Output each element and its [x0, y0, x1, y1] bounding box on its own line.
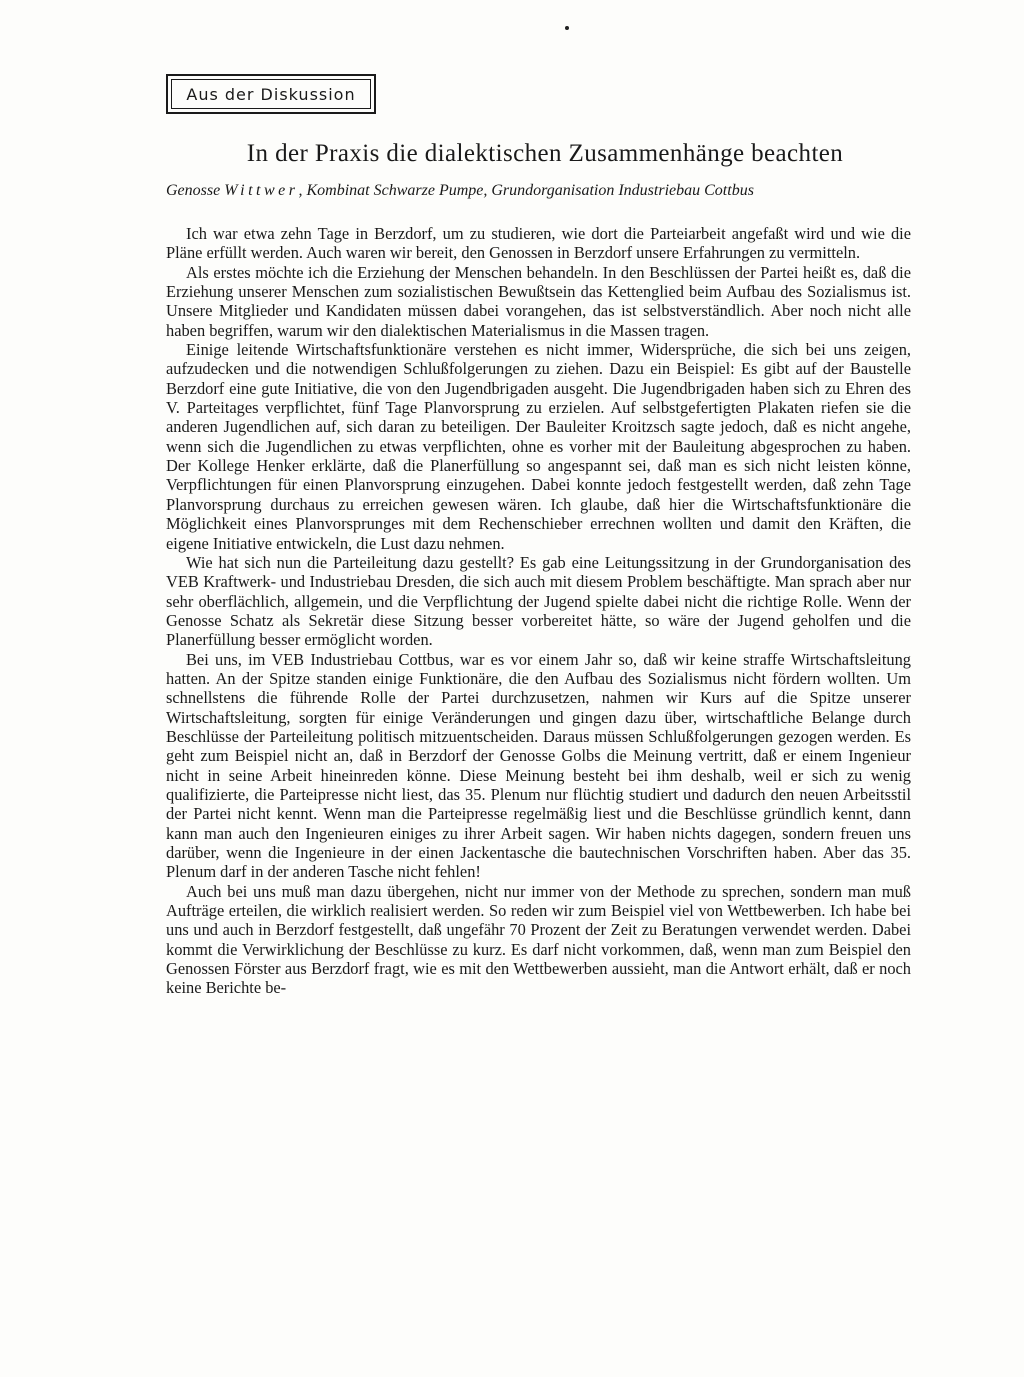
paragraph-1: Ich war etwa zehn Tage in Berzdorf, um zu studieren, wie dort die Parteiarbeit angefaßt wird und wie die Pläne erfüllt werden. Auch waren wir bereit, den Genossen in Berzdorf unsere Erfahrungen zu vermitteln.: [166, 224, 911, 263]
paragraph-3: Einige leitende Wirtschaftsfunktionäre verstehen es nicht immer, Widersprüche, die sich bei uns zeigen, aufzudecken und die notwendigen Schlußfolgerungen zu ziehen. Dazu ein Beispiel: Es gibt auf der Baustelle Berzdorf eine gute Initiative, die von den Jugendbrigaden ausgeht. Die Jugendbrigaden haben sich zu Ehren des V. Parteitages verpflichtet, fünf Tage Planvorsprung zu erzielen. Auf selbstgefertigten Plakaten riefen sie die anderen Jugendlichen auf, sich daran zu beteiligen. Der Bauleiter Kroitzsch sagte jedoch, daß es nicht angehe, wenn sich die Jugendlichen zu etwas verpflichten, ohne es vorher mit der Bauleitung abgesprochen zu haben. Der Kollege Henker erklärte, daß die Planerfüllung so angespannt sei, daß man es sich nicht leisten könne, Verpflichtungen für einen Planvorsprung einzugehen. Dabei konnte jedoch festgestellt werden, daß zehn Tage Planvorsprung durchaus zu erreichen gewesen wären. Ich glaube, daß hier die Wirtschaftsfunktionäre die Möglichkeit eines Planvorsprunges mit dem Rechenschieber errechnen wollten und damit den Kräften, die eigene Initiative entwickeln, die Lust dazu nehmen.: [166, 340, 911, 553]
paragraph-6: Auch bei uns muß man dazu übergehen, nicht nur immer von der Methode zu sprechen, sondern man muß Aufträge erteilen, die wirklich realisiert werden. So reden wir zum Beispiel viel von Wettbewerben. Ich habe bei uns und auch in Berzdorf festgestellt, daß ungefähr 70 Prozent der Zeit zu Beratungen verwendet werden. Dabei kommt die Verwirklichung der Beschlüsse zu kurz. Es darf nicht vorkommen, daß, wenn man zum Beispiel den Genossen Förster aus Berzdorf fragt, wie es mit den Wettbewerben aussieht, man die Antwort erhält, daß er noch keine Berichte be-: [166, 881, 911, 998]
paragraph-5: Bei uns, im VEB Industriebau Cottbus, war es vor einem Jahr so, daß wir keine straffe Wirtschaftsleitung hatten. An der Spitze standen einige Funktionäre, die den Aufbau des Sozialismus nicht fördern wollten. Um schnellstens die führende Rolle der Partei durchzusetzen, nahmen wir Kurs auf die Spitze unserer Wirtschaftsleitung, sorgten für einige Veränderungen und gingen dazu über, wirtschaftliche Belange durch Beschlüsse der Parteileitung politisch mitzuentscheiden. Daraus müssen Schlußfolgerungen gezogen werden. Es geht zum Beispiel nicht an, daß in Berzdorf der Genosse Golbs die Meinung vertritt, daß er einem Ingenieur nicht in seine Arbeit hineinreden könne. Diese Meinung besteht bei ihm deshalb, weil er sich zu wenig qualifizierte, die Parteipresse nicht liest, das 35. Plenum nur flüchtig studiert und dadurch den neuen Arbeitsstil der Partei nicht kennt. Wenn man die Parteipresse regelmäßig liest und die Beschlüsse gründlich kennt, dann kann man auch den Ingenieuren einiges zu ihrer Arbeit sagen. Wir haben nichts dagegen, sondern freuen uns darüber, wenn die Ingenieure in der einen Jackentasche die bautechnischen Vorschriften haben. Aber das 35. Plenum darf in der anderen Tasche nicht fehlen!: [166, 649, 911, 882]
section-label: Aus der Diskussion: [171, 79, 371, 109]
paragraph-2: Als erstes möchte ich die Erziehung der Menschen behandeln. In den Beschlüssen der Partei heißt es, daß die Erziehung unserer Menschen zum sozialistischen Bewußtsein das Kettenglied beim Aufbau des Sozialismus ist. Unsere Mitglieder und Kandidaten müssen dabei vorangehen, das ist selbstverständlich. Aber noch nicht alle haben begriffen, warum wir den dialektischen Materialismus in die Massen tragen.: [166, 262, 911, 340]
byline-prefix: Genosse: [166, 182, 225, 199]
article-body: [166, 224, 911, 998]
paragraph-4: Wie hat sich nun die Parteileitung dazu gestellt? Es gab eine Leitungssitzung in der Grundorganisation des VEB Kraftwerk- und Industriebau Dresden, die sich auch mit diesem Problem beschäftigte. Man sprach aber nur sehr oberflächlich, allgemein, und die Verpflichtung der Jugend spielte dabei nicht die richtige Rolle. Wenn der Genosse Schatz als Sekretär diese Sitzung besser vorbereitet hätte, so wäre der Jugend geholfen und die Planerfüllung besser ermöglicht worden.: [166, 552, 911, 650]
article-byline: [166, 180, 911, 201]
byline-affiliation: , Kombinat Schwarze Pumpe, Grundorganisation Industriebau Cottbus: [298, 182, 754, 199]
article-headline: In der Praxis die dialektischen Zusammenhänge beachten: [246, 140, 844, 167]
byline-author: Wittwer: [224, 182, 299, 199]
page-mark: [565, 26, 569, 30]
section-label-box: [166, 74, 376, 114]
